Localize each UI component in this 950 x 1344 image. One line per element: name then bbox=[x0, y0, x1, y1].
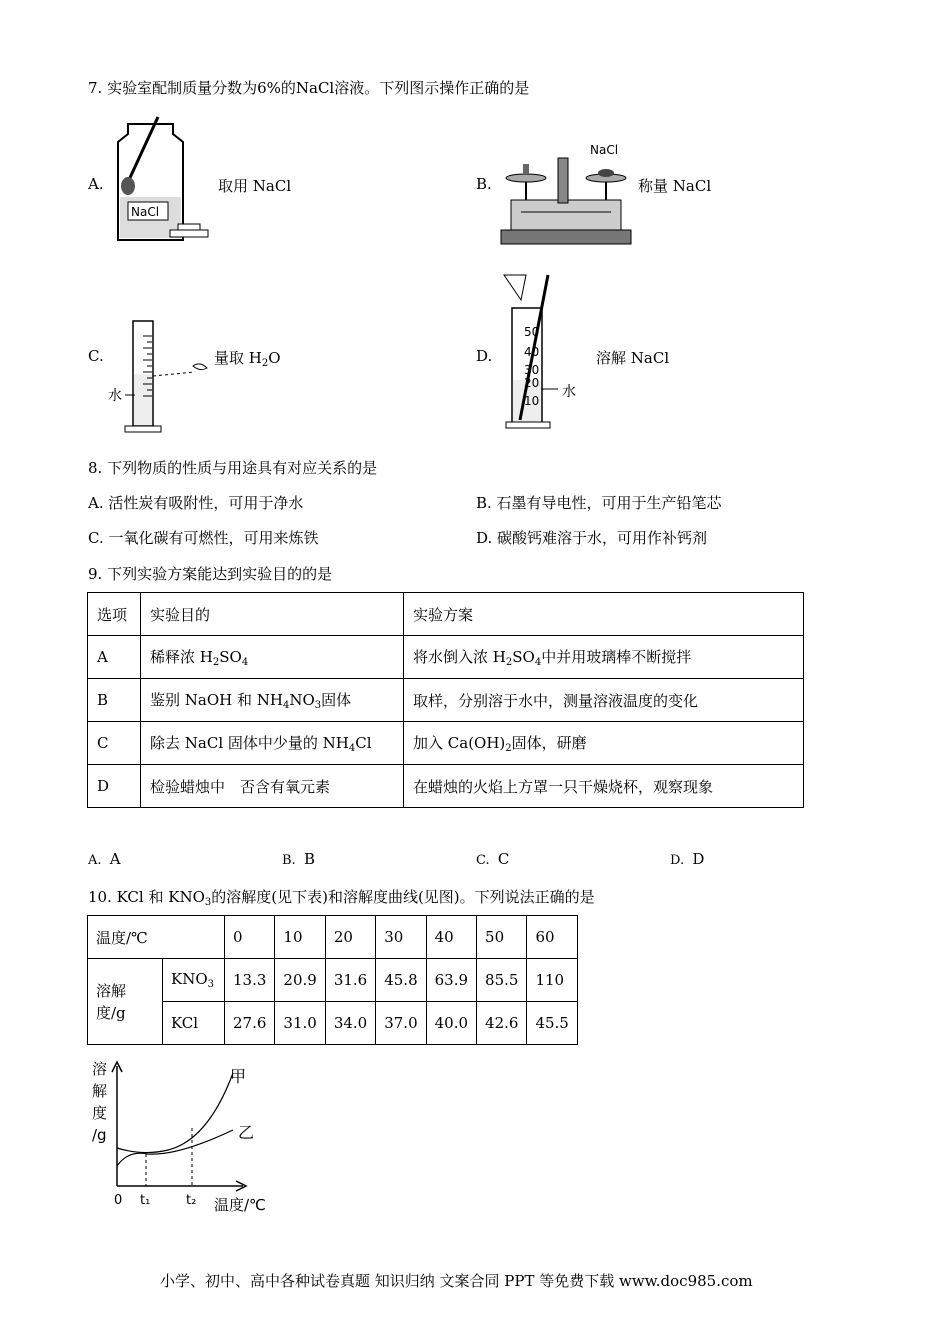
q10-value: 40.0 bbox=[426, 1002, 476, 1045]
q7-option-d-letter: D. bbox=[476, 347, 493, 365]
q10-substance-kno3: $KNO_3$ bbox=[163, 959, 225, 1002]
q9-answer-d: D. D bbox=[670, 850, 705, 868]
q7-d-mark: 10 bbox=[524, 394, 540, 408]
q7-option-a-figure bbox=[108, 112, 213, 247]
q9-row-option: B bbox=[88, 679, 141, 722]
q10-stem: 10. KCl 和 $KNO_3$的溶解度(见下表)和溶解度曲线(见图)。下列说法正确的是 bbox=[88, 888, 595, 908]
q10-chart-curve1-label: 甲 bbox=[230, 1067, 247, 1086]
q10-chart-xlabel: 温度/℃ bbox=[214, 1196, 266, 1214]
q10-temp: 30 bbox=[376, 916, 426, 959]
q7-a-bottle-label: NaCl bbox=[131, 205, 160, 219]
q8-option-b: B. 石墨有导电性，可用于生产铅笔芯 bbox=[476, 494, 722, 512]
q10-value: 45.5 bbox=[527, 1002, 577, 1045]
svg-text:解: 解 bbox=[92, 1082, 108, 1100]
q7-stem: 7. 实验室配制质量分数为6%的NaCl溶液。下列图示操作正确的是 bbox=[88, 79, 530, 97]
q9-row-plan: 在蜡烛的火焰上方罩一只干燥烧杯，观察现象 bbox=[404, 765, 804, 808]
q10-value: 31.6 bbox=[325, 959, 375, 1002]
q10-chart-ylabel bbox=[92, 1060, 107, 1144]
q9-answer-c: C. C bbox=[476, 850, 510, 868]
q7-option-c-letter: C. bbox=[88, 347, 104, 365]
svg-text:度: 度 bbox=[92, 1104, 108, 1122]
q7-b-label: NaCl bbox=[590, 143, 619, 157]
q9-answer-b: B. B bbox=[282, 850, 315, 868]
q10-temp: 50 bbox=[477, 916, 527, 959]
table-row bbox=[88, 959, 578, 1002]
q9-table bbox=[87, 592, 804, 808]
q9-row-plan: 将水倒入浓 $H_2SO_4$中并用玻璃棒不断搅拌 bbox=[404, 636, 804, 679]
q10-substance-kcl: KCl bbox=[163, 1002, 225, 1045]
q7-option-c-figure bbox=[105, 316, 215, 436]
q7-option-d-figure bbox=[496, 270, 596, 432]
page-footer: 小学、初中、高中各种试卷真题 知识归纳 文案合同 PPT 等免费下载 www.doc985.com bbox=[160, 1272, 753, 1290]
q9-row-goal: 鉴别 NaOH 和 $NH_4NO_3$固体 bbox=[141, 679, 404, 722]
q7-option-b-figure bbox=[496, 140, 636, 248]
q9-row-goal: 稀释浓 $H_2SO_4$ bbox=[141, 636, 404, 679]
q7-d-mark: 50 bbox=[524, 325, 540, 339]
q7-d-scale-marks bbox=[524, 325, 539, 408]
q9-header-plan: 实验方案 bbox=[404, 593, 804, 636]
q9-row-option: D bbox=[88, 765, 141, 808]
q10-temp: 0 bbox=[225, 916, 275, 959]
q7-d-mark: 30 bbox=[524, 363, 540, 377]
q10-chart-t2: t₂ bbox=[186, 1193, 197, 1208]
svg-text:溶: 溶 bbox=[92, 1060, 108, 1078]
q10-table bbox=[87, 915, 578, 1045]
q10-value: 37.0 bbox=[376, 1002, 426, 1045]
q9-row-option: C bbox=[88, 722, 141, 765]
q9-stem: 9. 下列实验方案能达到实验目的的是 bbox=[88, 565, 333, 583]
table-row bbox=[88, 636, 804, 679]
q9-row-plan: 取样，分别溶于水中，测量溶液温度的变化 bbox=[404, 679, 804, 722]
q10-value: 85.5 bbox=[477, 959, 527, 1002]
q10-chart-t1: t₁ bbox=[140, 1193, 151, 1208]
svg-text:/g: /g bbox=[92, 1126, 107, 1144]
q10-temp: 20 bbox=[325, 916, 375, 959]
q7-option-c-caption: 量取 $H_2O$ bbox=[214, 349, 281, 369]
table-row bbox=[88, 679, 804, 722]
q9-header-goal: 实验目的 bbox=[141, 593, 404, 636]
q7-d-water-label: 水 bbox=[562, 384, 576, 400]
q10-value: 13.3 bbox=[225, 959, 275, 1002]
q10-temp-label: 温度/℃ bbox=[88, 916, 225, 959]
q9-answer-a: A. A bbox=[88, 850, 121, 868]
q10-row-label: 溶解度/g bbox=[88, 959, 163, 1045]
q10-solubility-chart bbox=[88, 1058, 288, 1218]
q10-value: 110 bbox=[527, 959, 577, 1002]
q7-d-mark: 40 bbox=[524, 345, 540, 359]
q9-row-plan: 加入 $Ca(OH)_2$固体，研磨 bbox=[404, 722, 804, 765]
q10-value: 31.0 bbox=[275, 1002, 325, 1045]
q7-d-mark: 20 bbox=[524, 376, 540, 390]
q7-option-a-caption: 取用 NaCl bbox=[218, 177, 292, 195]
table-row bbox=[88, 722, 804, 765]
q9-row-goal: 检验蜡烛中 否含有氧元素 bbox=[141, 765, 404, 808]
table-header-row bbox=[88, 593, 804, 636]
q10-value: 27.6 bbox=[225, 1002, 275, 1045]
q10-temp: 40 bbox=[426, 916, 476, 959]
q7-option-b-letter: B. bbox=[476, 175, 492, 193]
q8-stem: 8. 下列物质的性质与用途具有对应关系的是 bbox=[88, 459, 378, 477]
q10-chart-origin: 0 bbox=[114, 1193, 123, 1208]
q9-header-option: 选项 bbox=[88, 593, 141, 636]
q7-option-b-caption: 称量 NaCl bbox=[638, 177, 712, 195]
q10-chart-curve2-label: 乙 bbox=[238, 1123, 255, 1142]
q10-temp: 10 bbox=[275, 916, 325, 959]
q8-option-a: A. 活性炭有吸附性，可用于净水 bbox=[88, 494, 304, 512]
q7-option-a-letter: A. bbox=[88, 175, 104, 193]
q10-value: 42.6 bbox=[477, 1002, 527, 1045]
q10-value: 63.9 bbox=[426, 959, 476, 1002]
q10-value: 20.9 bbox=[275, 959, 325, 1002]
q8-option-c: C. 一氧化碳有可燃性，可用来炼铁 bbox=[88, 529, 319, 547]
q10-value: 45.8 bbox=[376, 959, 426, 1002]
table-row bbox=[88, 765, 804, 808]
table-header-row bbox=[88, 916, 578, 959]
q8-option-d: D. 碳酸钙难溶于水，可用作补钙剂 bbox=[476, 529, 708, 547]
q7-option-d-caption: 溶解 NaCl bbox=[596, 349, 670, 367]
q9-row-goal: 除去 NaCl 固体中少量的 $NH_4Cl$ bbox=[141, 722, 404, 765]
q10-curve-jia bbox=[117, 1073, 233, 1153]
q10-temp: 60 bbox=[527, 916, 577, 959]
q10-value: 34.0 bbox=[325, 1002, 375, 1045]
q9-row-option: A bbox=[88, 636, 141, 679]
q7-c-water-label: 水 bbox=[108, 388, 122, 404]
